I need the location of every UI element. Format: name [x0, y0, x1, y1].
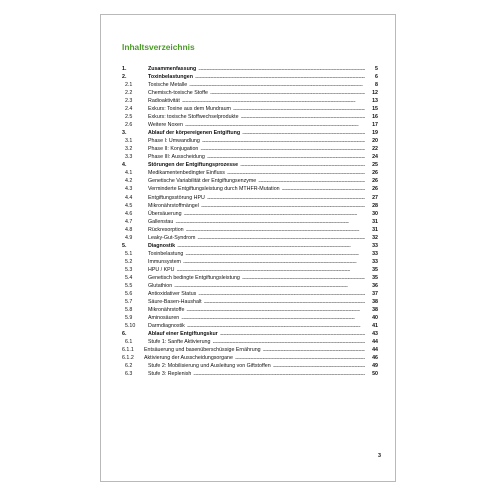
toc-entry-page: 17	[372, 122, 378, 129]
toc-entry-number: 6.1.1	[122, 347, 134, 354]
toc-entry-leader	[148, 226, 365, 234]
toc-entry-number: 3.1	[125, 138, 133, 145]
toc-entry-page: 32	[372, 234, 378, 241]
toc-entry	[122, 234, 378, 242]
toc-entry-number: 6.2	[125, 363, 133, 370]
toc-entry-page: 50	[372, 371, 378, 378]
toc-entry-leader	[148, 322, 365, 330]
toc-entry	[122, 113, 378, 121]
toc-entry-number: 2.1	[125, 82, 133, 89]
toc-entry-leader	[148, 113, 365, 121]
toc-entry-leader	[148, 202, 365, 210]
toc-entry-leader	[148, 242, 365, 250]
toc-entry-number: 2.4	[125, 106, 133, 113]
toc-list	[122, 65, 378, 378]
toc-entry-number: 4.	[122, 162, 127, 169]
toc-entry-page: 20	[372, 138, 378, 145]
toc-entry-number: 5.3	[125, 266, 133, 273]
toc-entry-page: 13	[372, 98, 378, 105]
toc-entry-text: Gallenstau	[148, 218, 174, 225]
toc-entry-leader	[148, 137, 365, 145]
toc-entry-page: 8	[375, 82, 378, 89]
toc-entry-text: Immunsystem	[148, 258, 181, 265]
toc-entry-leader	[144, 346, 365, 354]
toc-entry-text: Toxinbelastungen	[148, 74, 193, 81]
toc-entry-leader	[148, 97, 365, 105]
toc-entry-number: 4.5	[125, 202, 133, 209]
toc-entry-number: 5.10	[125, 323, 136, 329]
toc-entry	[122, 202, 378, 210]
toc-entry	[122, 81, 378, 89]
toc-entry-page: 33	[372, 258, 378, 265]
toc-entry-number: 2.5	[125, 114, 133, 121]
toc-entry	[122, 282, 378, 290]
toc-entry-leader	[148, 153, 365, 161]
toc-entry	[122, 354, 378, 362]
toc-entry-leader	[148, 234, 365, 242]
toc-entry-leader	[148, 81, 365, 89]
toc-entry-number: 4.2	[125, 178, 133, 185]
toc-entry	[122, 322, 378, 330]
toc-entry-text: Medikamentenbedingter Einfluss	[148, 170, 225, 177]
toc-entry-text: Weitere Noxen	[148, 122, 183, 129]
toc-entry-number: 4.1	[125, 170, 133, 177]
toc-entry-text: Phase II: Konjugation	[148, 146, 199, 153]
toc-entry-number: 4.8	[125, 226, 133, 233]
toc-entry-number: 4.3	[125, 186, 133, 193]
page-number: 3	[378, 453, 381, 459]
toc-entry-page: 27	[372, 194, 378, 201]
toc-entry-text: Stufe 1: Sanfte Aktivierung	[148, 339, 211, 346]
toc-entry-number: 1.	[122, 66, 127, 72]
toc-entry-leader	[148, 73, 365, 81]
toc-entry-page: 46	[372, 355, 378, 362]
toc-entry-leader	[148, 185, 365, 193]
toc-entry-page: 49	[372, 363, 378, 370]
toc-entry-page: 36	[372, 282, 378, 289]
toc-entry-text: Radioaktivität	[148, 98, 180, 105]
toc-entry-page: 41	[372, 323, 378, 329]
toc-entry-page: 5	[375, 66, 378, 72]
toc-entry-page: 38	[372, 298, 378, 305]
toc-entry-leader	[148, 266, 365, 274]
toc-entry-leader	[148, 274, 365, 282]
toc-entry-page: 28	[372, 202, 378, 209]
toc-entry	[122, 161, 378, 169]
toc-entry-text: Stufe 3: Replenish	[148, 371, 192, 378]
toc-entry	[122, 194, 378, 202]
toc-entry	[122, 266, 378, 274]
toc-entry-text: Entgiftungsstörung HPU	[148, 194, 205, 201]
toc-entry-page: 44	[372, 347, 378, 354]
toc-entry-number: 5.9	[125, 314, 133, 321]
toc-entry-page: 26	[372, 178, 378, 185]
toc-entry-number: 6.1.2	[122, 355, 134, 362]
toc-entry-text: Mikronährstoffe	[148, 306, 185, 313]
toc-entry-number: 5.8	[125, 306, 133, 313]
toc-entry	[122, 121, 378, 129]
toc-entry-leader	[148, 370, 365, 378]
toc-entry-number: 4.9	[125, 234, 133, 241]
toc-entry-text: Aminosäuren	[148, 314, 180, 321]
toc-entry-page: 43	[372, 331, 378, 338]
toc-entry	[122, 290, 378, 298]
toc-entry-page: 35	[372, 266, 378, 273]
toc-entry	[122, 330, 378, 338]
toc-entry	[122, 218, 378, 226]
toc-entry-text: Störungen der Entgiftungsprozesse	[148, 162, 239, 169]
toc-entry-page: 31	[372, 218, 378, 225]
toc-entry-leader	[148, 330, 365, 338]
toc-entry-text: Darmdiagnostik	[148, 323, 185, 329]
toc-entry	[122, 258, 378, 266]
toc-entry-page: 6	[375, 74, 378, 81]
toc-entry-page: 35	[372, 274, 378, 281]
toc-entry-leader	[148, 306, 365, 314]
toc-entry-page: 38	[372, 306, 378, 313]
toc-entry	[122, 65, 378, 73]
toc-entry-number: 6.	[122, 331, 127, 338]
toc-entry	[122, 97, 378, 105]
toc-entry-number: 5.	[122, 242, 127, 249]
toc-entry-number: 2.6	[125, 122, 133, 129]
toc-entry-number: 2.2	[125, 90, 133, 97]
toc-entry-leader	[148, 362, 365, 370]
document-page	[100, 14, 396, 482]
toc-entry-leader	[148, 89, 365, 97]
toc-entry-text: Rückresorption	[148, 226, 184, 233]
toc-entry-page: 25	[372, 162, 378, 169]
toc-entry-text: Ablauf einer Entgiftungskur	[148, 331, 218, 338]
toc-entry-page: 16	[372, 114, 378, 121]
toc-entry-page: 31	[372, 226, 378, 233]
toc-entry-number: 4.7	[125, 218, 133, 225]
toc-entry	[122, 169, 378, 177]
toc-entry-page: 19	[372, 130, 378, 137]
toc-entry-text: HPU / KPU	[148, 266, 175, 273]
toc-entry-text: Zusammenfassung	[148, 66, 197, 72]
toc-entry-text: Aktivierung der Ausscheidungsorgane	[144, 355, 233, 362]
toc-entry-leader	[148, 258, 365, 266]
toc-entry-leader	[148, 282, 365, 290]
toc-entry-number: 4.4	[125, 194, 133, 201]
toc-entry-leader	[148, 65, 365, 73]
toc-entry	[122, 73, 378, 81]
toc-entry-leader	[148, 105, 365, 113]
toc-entry-leader	[148, 169, 365, 177]
toc-entry-leader	[148, 290, 365, 298]
toc-entry-leader	[148, 314, 365, 322]
toc-entry-number: 5.4	[125, 274, 133, 281]
toc-entry-leader	[148, 194, 365, 202]
toc-entry	[122, 346, 378, 354]
toc-entry	[122, 129, 378, 137]
toc-entry	[122, 274, 378, 282]
toc-entry	[122, 306, 378, 314]
toc-entry-leader	[148, 210, 365, 218]
toc-entry	[122, 242, 378, 250]
toc-entry-page: 30	[372, 210, 378, 217]
toc-entry-number: 5.6	[125, 290, 133, 297]
toc-entry-leader	[148, 177, 365, 185]
toc-entry-page: 24	[372, 154, 378, 161]
toc-entry-text: Diagnostik	[148, 242, 176, 249]
toc-entry-text: Ablauf der körpereigenen Entgiftung	[148, 130, 241, 137]
toc-entry-leader	[148, 129, 365, 137]
toc-entry	[122, 145, 378, 153]
toc-entry	[122, 137, 378, 145]
toc-entry-number: 5.7	[125, 298, 133, 305]
toc-entry-number: 2.	[122, 74, 127, 81]
toc-entry-text: Phase I: Umwandlung	[148, 138, 200, 145]
toc-entry	[122, 362, 378, 370]
toc-entry-leader	[148, 161, 365, 169]
toc-entry-leader	[148, 298, 365, 306]
toc-entry-number: 3.	[122, 130, 127, 137]
toc-entry-text: Stufe 2: Mobilisierung und Ausleitung von Giftstoffen	[148, 363, 271, 370]
toc-entry-page: 44	[372, 339, 378, 346]
toc-entry-page: 33	[372, 250, 378, 257]
toc-entry	[122, 105, 378, 113]
toc-entry-number: 6.3	[125, 371, 133, 378]
toc-entry-leader	[148, 338, 365, 346]
toc-entry-text: Entsäuerung und basenüberschüssige Ernährung	[144, 347, 261, 354]
toc-entry	[122, 210, 378, 218]
toc-entry-text: Phase III: Ausscheidung	[148, 154, 205, 161]
toc-entry-number: 3.2	[125, 146, 133, 153]
toc-entry-page: 15	[372, 106, 378, 113]
toc-entry-number: 5.2	[125, 258, 133, 265]
toc-entry-leader	[148, 218, 365, 226]
toc-entry	[122, 177, 378, 185]
toc-entry	[122, 314, 378, 322]
toc-entry-leader	[148, 250, 365, 258]
toc-entry	[122, 250, 378, 258]
toc-entry-page: 22	[372, 146, 378, 153]
toc-entry-text: Exkurs: Toxine aus dem Mundraum	[148, 106, 231, 113]
toc-title: Inhaltsverzeichnis	[122, 42, 195, 52]
toc-entry-number: 6.1	[125, 339, 133, 346]
toc-entry-text: Übersäuerung	[148, 210, 182, 217]
toc-entry-page: 12	[372, 90, 378, 97]
toc-entry	[122, 370, 378, 378]
toc-entry	[122, 298, 378, 306]
toc-entry-leader	[144, 354, 365, 362]
toc-entry-text: Genetisch bedingte Entgiftungsleistung	[148, 274, 240, 281]
toc-entry-page: 26	[372, 186, 378, 193]
toc-entry-number: 4.6	[125, 210, 133, 217]
toc-entry-text: Chemisch-toxische Stoffe	[148, 90, 208, 97]
toc-entry-text: Säure-Basen-Haushalt	[148, 298, 202, 305]
toc-entry-text: Toxinbelastung	[148, 250, 184, 257]
toc-entry	[122, 89, 378, 97]
toc-entry	[122, 226, 378, 234]
toc-entry-text: Toxische Metalle	[148, 82, 188, 89]
toc-entry-number: 5.1	[125, 250, 133, 257]
toc-entry-number: 3.3	[125, 154, 133, 161]
toc-entry-leader	[148, 121, 365, 129]
toc-entry-number: 5.5	[125, 282, 133, 289]
toc-entry-text: Leaky-Gut-Syndrom	[148, 234, 196, 241]
toc-entry-leader	[148, 145, 365, 153]
toc-entry-text: Glutathion	[148, 282, 173, 289]
toc-entry-text: Antioxidativer Status	[148, 290, 197, 297]
toc-entry-text: Genetische Variabilität der Entgiftungsenzyme	[148, 178, 257, 185]
toc-entry-page: 33	[372, 242, 378, 249]
toc-entry	[122, 185, 378, 193]
toc-entry-number: 2.3	[125, 98, 133, 105]
toc-entry-text: Mikronährstoffmängel	[148, 202, 199, 209]
toc-entry	[122, 153, 378, 161]
toc-entry-text: Verminderte Entgiftungsleistung durch MTHFR-Mutation	[148, 186, 280, 193]
toc-entry-text: Exkurs: toxische Stoffwechselprodukte	[148, 114, 239, 121]
toc-entry-page: 40	[372, 314, 378, 321]
toc-entry	[122, 338, 378, 346]
toc-entry-page: 26	[372, 170, 378, 177]
toc-entry-page: 37	[372, 290, 378, 297]
